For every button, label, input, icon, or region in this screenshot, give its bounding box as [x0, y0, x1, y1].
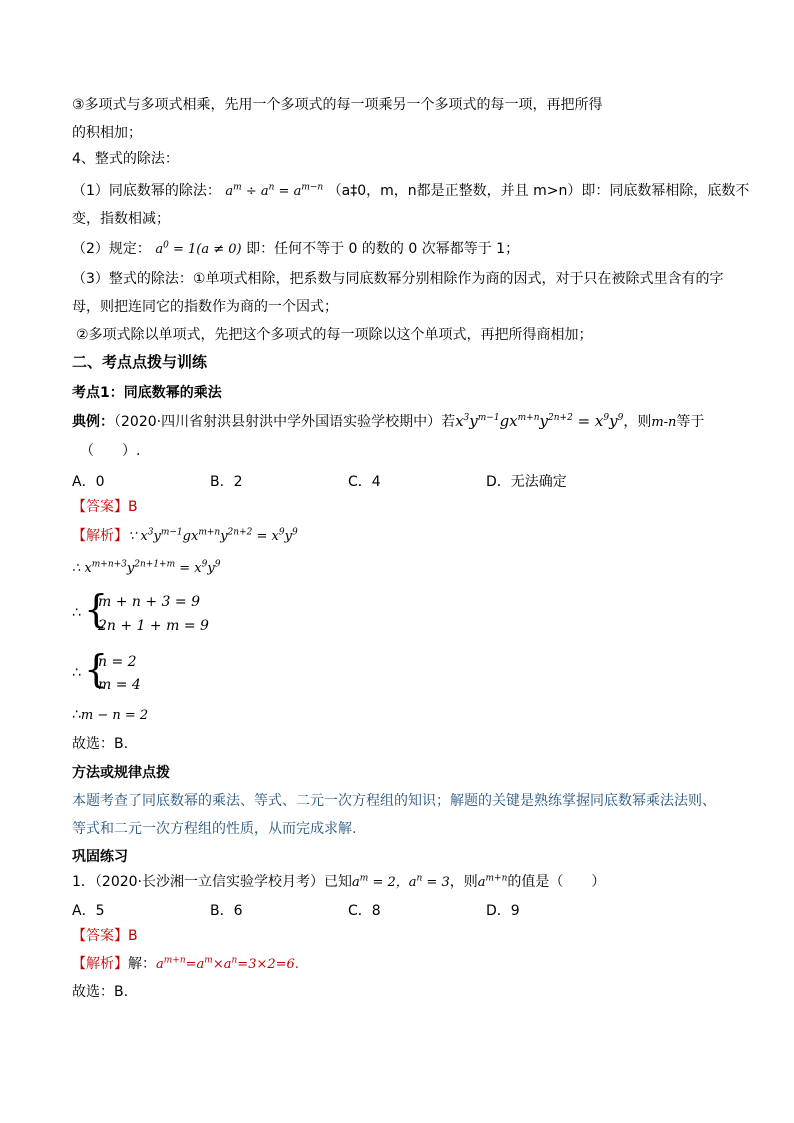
- example-suffix: ，则: [623, 414, 652, 430]
- brace-1: {: [84, 587, 109, 631]
- example-option-b: B．2: [210, 474, 243, 490]
- division-rule-3-line-3: ②多项式除以单项式，先把这个多项式的每一项除以这个单项式，再把所得商相加；: [76, 327, 593, 343]
- intro-line-3: 4、整式的除法：: [72, 151, 179, 167]
- division-rule-3-line-2: 母，则把连同它的指数作为商的一个因式；: [72, 299, 338, 315]
- q1-option-d: D．9: [486, 903, 520, 919]
- q1-tail: 的值是（ ）: [507, 874, 606, 890]
- q1-answer-label: 【答案】: [72, 928, 128, 944]
- analysis-step-2: ∴ $x^{m+n+3}y^{2n+1+m} = x^9y^9$: [72, 559, 221, 576]
- example-question: [72, 412, 704, 432]
- q1-option-b: B．6: [210, 903, 243, 919]
- example-option-d: D．无法确定: [486, 474, 567, 490]
- division-rule-1: [72, 182, 749, 201]
- q1-prefix: 1．（2020·长沙湘一立信实验学校月考）已知: [72, 874, 352, 890]
- analysis-label: 【解析】: [72, 528, 128, 544]
- division-rule-3-line-1: （3）整式的除法：①单项式相除，把系数与同底数幂分别相除作为商的因式，对于只在被除式里含有的字: [72, 271, 724, 287]
- example-ask-var: m-n: [651, 415, 677, 430]
- analysis-step-1: ∵ $x^3y^{m-1}gx^{m+n}y^{2n+2} = x^9y^9$: [128, 527, 298, 544]
- example-paren: （ ）.: [80, 443, 141, 459]
- system2-eq1: n = 2: [98, 654, 137, 670]
- section-title: 二、考点点拨与训练: [72, 353, 208, 371]
- method-line-2: 等式和二元一次方程组的性质，从而完成求解.: [72, 821, 357, 837]
- rule2-prefix: （2）规定：: [72, 241, 151, 257]
- example-label: 典例：: [72, 414, 114, 430]
- q1-answer: [72, 927, 138, 945]
- q1-analysis-label: 【解析】: [72, 956, 128, 972]
- method-title: 方法或规律点拨: [72, 765, 170, 781]
- q1-option-c: C．8: [348, 903, 381, 919]
- q1-analysis-body: $a^{m+n}=a^m\times a^n=3\times 2=6$.: [156, 955, 299, 972]
- example-analysis-line-1: [72, 527, 298, 546]
- example-text: （2020·四川省射洪县射洪中学外国语实验学校期中）若: [114, 414, 456, 430]
- intro-line-2: 的积相加；: [72, 125, 142, 141]
- rule2-suffix: 即：任何不等于 0 的数的 0 次幂都等于 1；: [246, 241, 520, 257]
- practice-title: 巩固练习: [72, 849, 128, 865]
- q1-answer-value: B: [128, 928, 138, 944]
- q1-conclusion: 故选：B.: [72, 984, 129, 1000]
- rule1-prefix: （1）同底数幂的除法：: [72, 183, 221, 199]
- q1-analysis: [72, 955, 299, 974]
- system2-eq2: m = 4: [98, 677, 141, 693]
- intro-line-1: ③多项式与多项式相乘，先用一个多项式的每一项乘另一个多项式的每一项，再把所得: [72, 97, 603, 113]
- therefore-2: ∴: [72, 665, 81, 681]
- division-rule-1-line-2: 变，指数相减；: [72, 211, 170, 227]
- q1-expr: $a^{m+n}$: [477, 873, 508, 890]
- q1-given: $a^m = 2$，$a^n = 3$: [352, 873, 450, 890]
- example-option-a: A．0: [72, 474, 105, 490]
- answer-value: B: [128, 499, 138, 515]
- rule2-formula: $a^0 = 1(a \ne 0)$: [155, 240, 242, 257]
- example-answer: [72, 498, 138, 516]
- q1-option-a: A．5: [72, 903, 105, 919]
- final-equation: m − n = 2: [80, 708, 149, 723]
- system1-eq1: m + n + 3 = 9: [98, 594, 200, 610]
- example-formula: $x^3y^{m-1}gx^{m+n}y^{2n+2} = x^9y^9$: [455, 412, 624, 430]
- rule1-condition: （a‡0，m，n都是正整数，并且 m>n）即：同底数幂相除，底数不: [327, 183, 750, 199]
- answer-label: 【答案】: [72, 499, 128, 515]
- division-rule-2: [72, 240, 519, 259]
- therefore-1: ∴: [72, 605, 81, 621]
- example-option-c: C．4: [348, 474, 381, 490]
- example-ask-tail: 等于: [676, 414, 705, 430]
- point1-title: 考点1：同底数幂的乘法: [72, 385, 222, 401]
- therefore-3: ∴: [72, 707, 81, 723]
- rule1-formula: $a^m \div a^n = a^{m-n}$: [225, 182, 324, 199]
- system1-eq2: 2n + 1 + m = 9: [98, 618, 209, 634]
- analysis-step-final: [72, 706, 148, 725]
- example-conclusion: 故选：B.: [72, 736, 129, 752]
- brace-2: {: [84, 647, 109, 691]
- method-line-1: 本题考查了同底数幂的乘法、等式、二元一次方程组的知识；解题的关键是熟练掌握同底数幂乘法法则、: [72, 793, 716, 809]
- practice-q1: [72, 873, 605, 892]
- q1-analysis-prefix: 解：: [128, 956, 156, 972]
- q1-mid: ，则: [449, 874, 478, 890]
